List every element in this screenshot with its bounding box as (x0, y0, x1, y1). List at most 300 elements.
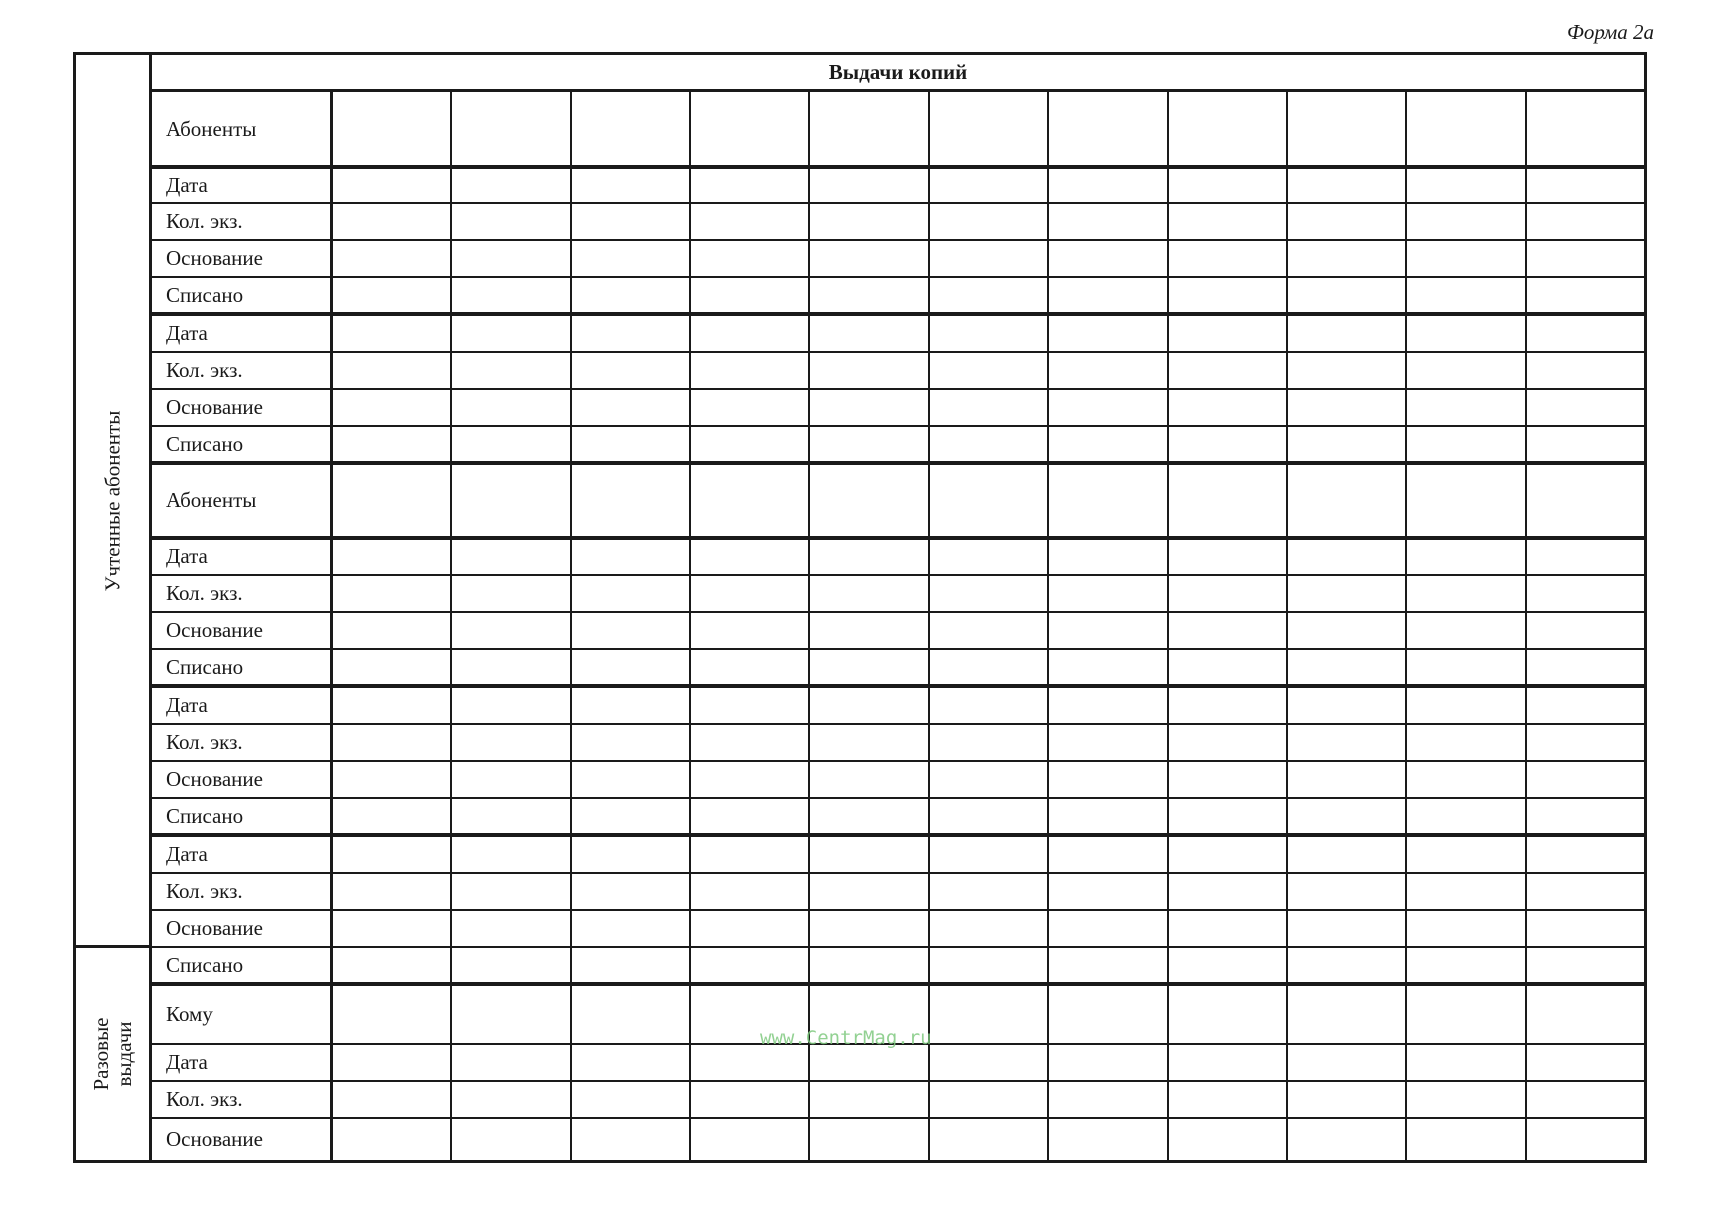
entry-cell[interactable] (1288, 314, 1407, 352)
entry-cell[interactable] (452, 910, 571, 947)
entry-cell[interactable] (930, 352, 1049, 389)
entry-cell[interactable] (1407, 426, 1526, 463)
entry-cell[interactable] (1049, 167, 1168, 203)
entry-cell[interactable] (810, 724, 929, 761)
entry-cell[interactable] (691, 1118, 810, 1160)
entry-cell[interactable] (333, 612, 452, 649)
entry-cell[interactable] (333, 724, 452, 761)
entry-cell[interactable] (1288, 612, 1407, 649)
entry-cell[interactable] (1407, 203, 1526, 240)
entry-cell[interactable] (1288, 240, 1407, 277)
entry-cell[interactable] (1527, 167, 1644, 203)
form-row (152, 724, 1644, 761)
entry-cell[interactable] (333, 277, 452, 314)
entry-cell[interactable] (1169, 352, 1288, 389)
entry-cell[interactable] (452, 240, 571, 277)
entry-cell[interactable] (1049, 835, 1168, 873)
entry-cell[interactable] (691, 798, 810, 835)
entry-cell[interactable] (1527, 538, 1644, 575)
entry-cell[interactable] (1527, 724, 1644, 761)
entry-cell[interactable] (930, 1081, 1049, 1118)
entry-cell[interactable] (810, 1044, 929, 1081)
entry-cell[interactable] (1527, 1081, 1644, 1118)
entry-cell[interactable] (572, 835, 691, 873)
entry-cell[interactable] (691, 835, 810, 873)
entry-cell[interactable] (1288, 277, 1407, 314)
entry-cell[interactable] (930, 426, 1049, 463)
entry-cell[interactable] (930, 686, 1049, 724)
entry-cell[interactable] (333, 686, 452, 724)
entry-cell[interactable] (1527, 203, 1644, 240)
entry-cell[interactable] (333, 314, 452, 352)
entry-cell[interactable] (691, 314, 810, 352)
entry-cell[interactable] (572, 873, 691, 910)
entry-cell[interactable] (930, 910, 1049, 947)
entry-cell[interactable] (1049, 463, 1168, 538)
entry-cell[interactable] (810, 167, 929, 203)
entry-cell[interactable] (1288, 649, 1407, 686)
entry-cell[interactable] (1169, 1081, 1288, 1118)
entry-cell[interactable] (1288, 575, 1407, 612)
entry-cell[interactable] (930, 1118, 1049, 1160)
entry-cell[interactable] (1407, 1044, 1526, 1081)
entry-cell[interactable] (1407, 1081, 1526, 1118)
entry-cell[interactable] (572, 167, 691, 203)
entry-cell[interactable] (1288, 873, 1407, 910)
entry-cell[interactable] (1407, 612, 1526, 649)
entry-cell[interactable] (1169, 1044, 1288, 1081)
entry-cell[interactable] (691, 761, 810, 798)
entry-cell[interactable] (1527, 612, 1644, 649)
entry-cell[interactable] (691, 389, 810, 426)
entry-cell[interactable] (1288, 686, 1407, 724)
entry-cell[interactable] (930, 1044, 1049, 1081)
entry-cell[interactable] (452, 92, 571, 167)
entry-cell[interactable] (1407, 649, 1526, 686)
entry-cell[interactable] (1169, 1118, 1288, 1160)
entry-cell[interactable] (1288, 538, 1407, 575)
entry-cell[interactable] (810, 798, 929, 835)
entry-cell[interactable] (1169, 203, 1288, 240)
entry-cell[interactable] (1288, 835, 1407, 873)
entry-cell[interactable] (1407, 352, 1526, 389)
entry-cell[interactable] (691, 910, 810, 947)
entry-cell[interactable] (572, 798, 691, 835)
entry-cell[interactable] (452, 426, 571, 463)
entry-cell[interactable] (691, 277, 810, 314)
entry-cell[interactable] (1169, 426, 1288, 463)
entry-cell[interactable] (1169, 240, 1288, 277)
entry-cell[interactable] (1407, 314, 1526, 352)
entry-cell[interactable] (691, 686, 810, 724)
entry-cell[interactable] (1169, 167, 1288, 203)
entry-cell[interactable] (572, 686, 691, 724)
entry-cell[interactable] (333, 947, 452, 984)
entry-cell[interactable] (1049, 1118, 1168, 1160)
entry-cell[interactable] (1169, 389, 1288, 426)
entry-cell[interactable] (1169, 538, 1288, 575)
entry-cell[interactable] (1407, 538, 1526, 575)
entry-cell[interactable] (452, 761, 571, 798)
entry-cell[interactable] (452, 314, 571, 352)
entry-cell[interactable] (333, 92, 452, 167)
entry-cell[interactable] (1049, 314, 1168, 352)
entry-cell[interactable] (572, 984, 691, 1044)
entry-cell[interactable] (1049, 686, 1168, 724)
entry-cell[interactable] (930, 538, 1049, 575)
entry-cell[interactable] (1288, 463, 1407, 538)
entry-cell[interactable] (1169, 575, 1288, 612)
entry-cell[interactable] (691, 649, 810, 686)
entry-cell[interactable] (572, 389, 691, 426)
entry-cell[interactable] (691, 167, 810, 203)
entry-cell[interactable] (1169, 612, 1288, 649)
entry-cell[interactable] (930, 724, 1049, 761)
entry-cell[interactable] (1407, 240, 1526, 277)
entry-cell[interactable] (572, 463, 691, 538)
entry-cell[interactable] (930, 873, 1049, 910)
entry-cell[interactable] (810, 612, 929, 649)
entry-cell[interactable] (1527, 352, 1644, 389)
entry-cell[interactable] (1527, 686, 1644, 724)
entry-cell[interactable] (691, 463, 810, 538)
entry-cell[interactable] (810, 240, 929, 277)
entry-cell[interactable] (452, 873, 571, 910)
entry-cell[interactable] (333, 352, 452, 389)
entry-cell[interactable] (1049, 352, 1168, 389)
entry-cell[interactable] (930, 203, 1049, 240)
entry-cell[interactable] (452, 612, 571, 649)
form-row (152, 649, 1644, 686)
entry-cell[interactable] (930, 167, 1049, 203)
entry-cell[interactable] (930, 575, 1049, 612)
group-registered-subscribers (76, 55, 152, 946)
entry-cell[interactable] (333, 538, 452, 575)
entry-cell[interactable] (452, 984, 571, 1044)
entry-cell[interactable] (1527, 1118, 1644, 1160)
entry-cell[interactable] (1407, 910, 1526, 947)
entry-cell[interactable] (1288, 947, 1407, 984)
entry-cell[interactable] (1288, 426, 1407, 463)
entry-cell[interactable] (1527, 910, 1644, 947)
entry-cell[interactable] (691, 203, 810, 240)
entry-cell[interactable] (452, 463, 571, 538)
entry-cell[interactable] (1169, 314, 1288, 352)
entry-cell[interactable] (1527, 873, 1644, 910)
entry-cell[interactable] (572, 649, 691, 686)
entry-cell[interactable] (1049, 538, 1168, 575)
entry-cell[interactable] (572, 538, 691, 575)
entry-cell[interactable] (1527, 314, 1644, 352)
entry-cell[interactable] (333, 649, 452, 686)
entry-cell[interactable] (1288, 761, 1407, 798)
entry-cell[interactable] (452, 835, 571, 873)
entry-cell[interactable] (810, 314, 929, 352)
entry-cell[interactable] (930, 92, 1049, 167)
entry-cell[interactable] (1049, 1081, 1168, 1118)
entry-cell[interactable] (810, 538, 929, 575)
entry-cell[interactable] (333, 575, 452, 612)
row-label: Кол. экз. (152, 203, 333, 240)
entry-cell[interactable] (333, 240, 452, 277)
entry-cell[interactable] (1049, 612, 1168, 649)
entry-cell[interactable] (572, 203, 691, 240)
watermark: www.CentrMag.ru (760, 1027, 932, 1049)
entry-cell[interactable] (810, 873, 929, 910)
entry-cell[interactable] (572, 724, 691, 761)
entry-cell[interactable] (572, 1118, 691, 1160)
entry-cell[interactable] (452, 1081, 571, 1118)
entry-cell[interactable] (810, 1081, 929, 1118)
entry-cell[interactable] (691, 1081, 810, 1118)
entry-cell[interactable] (810, 761, 929, 798)
entry-cell[interactable] (1169, 724, 1288, 761)
entry-cell[interactable] (452, 575, 571, 612)
entry-cell[interactable] (810, 203, 929, 240)
entry-cell[interactable] (1049, 92, 1168, 167)
entry-cell[interactable] (452, 538, 571, 575)
entry-cell[interactable] (691, 538, 810, 575)
entry-cell[interactable] (572, 575, 691, 612)
entry-cell[interactable] (572, 1044, 691, 1081)
entry-cell[interactable] (1169, 649, 1288, 686)
entry-cell[interactable] (1169, 910, 1288, 947)
entry-cell[interactable] (930, 389, 1049, 426)
entry-cell[interactable] (930, 761, 1049, 798)
entry-cell[interactable] (1169, 947, 1288, 984)
entry-cell[interactable] (1049, 389, 1168, 426)
entry-cell[interactable] (333, 910, 452, 947)
entry-cell[interactable] (333, 761, 452, 798)
entry-cell[interactable] (1169, 761, 1288, 798)
entry-cell[interactable] (810, 686, 929, 724)
entry-cell[interactable] (1169, 873, 1288, 910)
entry-cell[interactable] (691, 92, 810, 167)
entry-cell[interactable] (1169, 798, 1288, 835)
entry-cell[interactable] (1288, 984, 1407, 1044)
entry-cell[interactable] (333, 1118, 452, 1160)
entry-cell[interactable] (1288, 167, 1407, 203)
entry-cell[interactable] (1407, 92, 1526, 167)
entry-cell[interactable] (1407, 389, 1526, 426)
entry-cell[interactable] (333, 463, 452, 538)
entry-cell[interactable] (810, 575, 929, 612)
entry-cell[interactable] (810, 277, 929, 314)
entry-cell[interactable] (691, 947, 810, 984)
entry-cell[interactable] (1049, 240, 1168, 277)
entry-cell[interactable] (333, 167, 452, 203)
row-label: Кому (152, 984, 333, 1044)
entry-cell[interactable] (333, 835, 452, 873)
entry-cell[interactable] (1288, 92, 1407, 167)
entry-cell[interactable] (1169, 686, 1288, 724)
entry-cell[interactable] (930, 984, 1049, 1044)
entry-cell[interactable] (691, 352, 810, 389)
entry-cell[interactable] (1169, 92, 1288, 167)
entry-cell[interactable] (333, 203, 452, 240)
form-row (152, 686, 1644, 724)
entry-cell[interactable] (1288, 1081, 1407, 1118)
entry-cell[interactable] (333, 798, 452, 835)
entry-cell[interactable] (1169, 835, 1288, 873)
entry-cell[interactable] (1288, 1044, 1407, 1081)
entry-cell[interactable] (1288, 798, 1407, 835)
entry-cell[interactable] (1049, 203, 1168, 240)
row-label: Дата (152, 835, 333, 873)
entry-cell[interactable] (1527, 1044, 1644, 1081)
entry-cell[interactable] (1288, 724, 1407, 761)
entry-cell[interactable] (1407, 575, 1526, 612)
entry-cell[interactable] (810, 1118, 929, 1160)
entry-cell[interactable] (810, 426, 929, 463)
entry-cell[interactable] (1527, 575, 1644, 612)
entry-cell[interactable] (1527, 798, 1644, 835)
entry-cell[interactable] (452, 724, 571, 761)
entry-cell[interactable] (930, 277, 1049, 314)
entry-cell[interactable] (1169, 463, 1288, 538)
entry-cell[interactable] (1288, 389, 1407, 426)
entry-cell[interactable] (930, 798, 1049, 835)
entry-cell[interactable] (452, 649, 571, 686)
entry-cell[interactable] (1527, 277, 1644, 314)
entry-cell[interactable] (1527, 92, 1644, 167)
entry-cell[interactable] (691, 612, 810, 649)
entry-cell[interactable] (452, 277, 571, 314)
entry-cell[interactable] (1407, 873, 1526, 910)
entry-cell[interactable] (810, 835, 929, 873)
entry-cell[interactable] (1169, 984, 1288, 1044)
entry-cell[interactable] (452, 1044, 571, 1081)
entry-cell[interactable] (691, 240, 810, 277)
entry-cell[interactable] (1049, 426, 1168, 463)
entry-cell[interactable] (1407, 167, 1526, 203)
entry-cell[interactable] (1527, 984, 1644, 1044)
entry-cell[interactable] (572, 314, 691, 352)
entry-cell[interactable] (572, 92, 691, 167)
form-row (152, 873, 1644, 910)
entry-cell[interactable] (452, 947, 571, 984)
entry-cell[interactable] (1527, 761, 1644, 798)
entry-cell[interactable] (691, 873, 810, 910)
entry-cell[interactable] (572, 1081, 691, 1118)
form-row (152, 835, 1644, 873)
entry-cell[interactable] (930, 240, 1049, 277)
entry-cell[interactable] (1288, 203, 1407, 240)
entry-cell[interactable] (1527, 835, 1644, 873)
entry-cell[interactable] (1049, 947, 1168, 984)
entry-cell[interactable] (810, 910, 929, 947)
entry-cell[interactable] (930, 649, 1049, 686)
row-label: Кол. экз. (152, 1081, 333, 1118)
entry-cell[interactable] (1407, 984, 1526, 1044)
entry-cell[interactable] (691, 575, 810, 612)
entry-cell[interactable] (1049, 910, 1168, 947)
entry-cell[interactable] (1049, 873, 1168, 910)
entry-cell[interactable] (333, 984, 452, 1044)
entry-cell[interactable] (1169, 277, 1288, 314)
entry-cell[interactable] (1407, 686, 1526, 724)
entry-cell[interactable] (1288, 910, 1407, 947)
entry-cell[interactable] (1407, 724, 1526, 761)
entry-cell[interactable] (572, 240, 691, 277)
entry-cell[interactable] (1407, 761, 1526, 798)
entry-cell[interactable] (452, 798, 571, 835)
entry-cell[interactable] (572, 426, 691, 463)
entry-cell[interactable] (930, 612, 1049, 649)
entry-cell[interactable] (1049, 649, 1168, 686)
entry-cell[interactable] (452, 686, 571, 724)
entry-cell[interactable] (810, 389, 929, 426)
entry-cell[interactable] (572, 352, 691, 389)
entry-cell[interactable] (691, 724, 810, 761)
row-label: Основание (152, 910, 333, 947)
entry-cell[interactable] (1049, 724, 1168, 761)
entry-cell[interactable] (572, 612, 691, 649)
entry-cell[interactable] (333, 1081, 452, 1118)
entry-cell[interactable] (1049, 798, 1168, 835)
row-label: Дата (152, 314, 333, 352)
entry-cell[interactable] (452, 1118, 571, 1160)
entry-cell[interactable] (1288, 352, 1407, 389)
entry-cell[interactable] (1407, 277, 1526, 314)
entry-cell[interactable] (1288, 1118, 1407, 1160)
entry-cell[interactable] (1049, 277, 1168, 314)
entry-cell[interactable] (333, 873, 452, 910)
entry-cell[interactable] (1407, 1118, 1526, 1160)
entry-cell[interactable] (1527, 240, 1644, 277)
entry-cell[interactable] (1527, 649, 1644, 686)
entry-cell[interactable] (572, 947, 691, 984)
entry-cell[interactable] (930, 947, 1049, 984)
form-row (152, 798, 1644, 835)
entry-cell[interactable] (452, 203, 571, 240)
entry-cell[interactable] (930, 314, 1049, 352)
entry-cell[interactable] (1407, 798, 1526, 835)
entry-cell[interactable] (572, 277, 691, 314)
entry-cell[interactable] (691, 1044, 810, 1081)
entry-cell[interactable] (572, 761, 691, 798)
entry-cell[interactable] (1527, 426, 1644, 463)
form-row (152, 1118, 1644, 1160)
entry-cell[interactable] (1527, 389, 1644, 426)
entry-cell[interactable] (1049, 575, 1168, 612)
entry-cell[interactable] (810, 352, 929, 389)
entry-cell[interactable] (1407, 947, 1526, 984)
entry-cell[interactable] (930, 463, 1049, 538)
entry-cell[interactable] (810, 649, 929, 686)
entry-cell[interactable] (810, 463, 929, 538)
row-label: Абоненты (152, 92, 333, 167)
entry-cell[interactable] (1049, 984, 1168, 1044)
entry-cell[interactable] (1049, 761, 1168, 798)
entry-cell[interactable] (1049, 1044, 1168, 1081)
entry-cell[interactable] (452, 352, 571, 389)
entry-cell[interactable] (572, 910, 691, 947)
entry-cell[interactable] (1407, 463, 1526, 538)
entry-cell[interactable] (810, 92, 929, 167)
entry-cell[interactable] (691, 426, 810, 463)
entry-cell[interactable] (930, 835, 1049, 873)
entry-cell[interactable] (333, 389, 452, 426)
entry-cell[interactable] (452, 167, 571, 203)
entry-cell[interactable] (333, 1044, 452, 1081)
entry-cell[interactable] (1527, 463, 1644, 538)
entry-cell[interactable] (1407, 835, 1526, 873)
entry-cell[interactable] (1527, 947, 1644, 984)
entry-cell[interactable] (452, 389, 571, 426)
entry-cell[interactable] (810, 947, 929, 984)
entry-cell[interactable] (333, 426, 452, 463)
